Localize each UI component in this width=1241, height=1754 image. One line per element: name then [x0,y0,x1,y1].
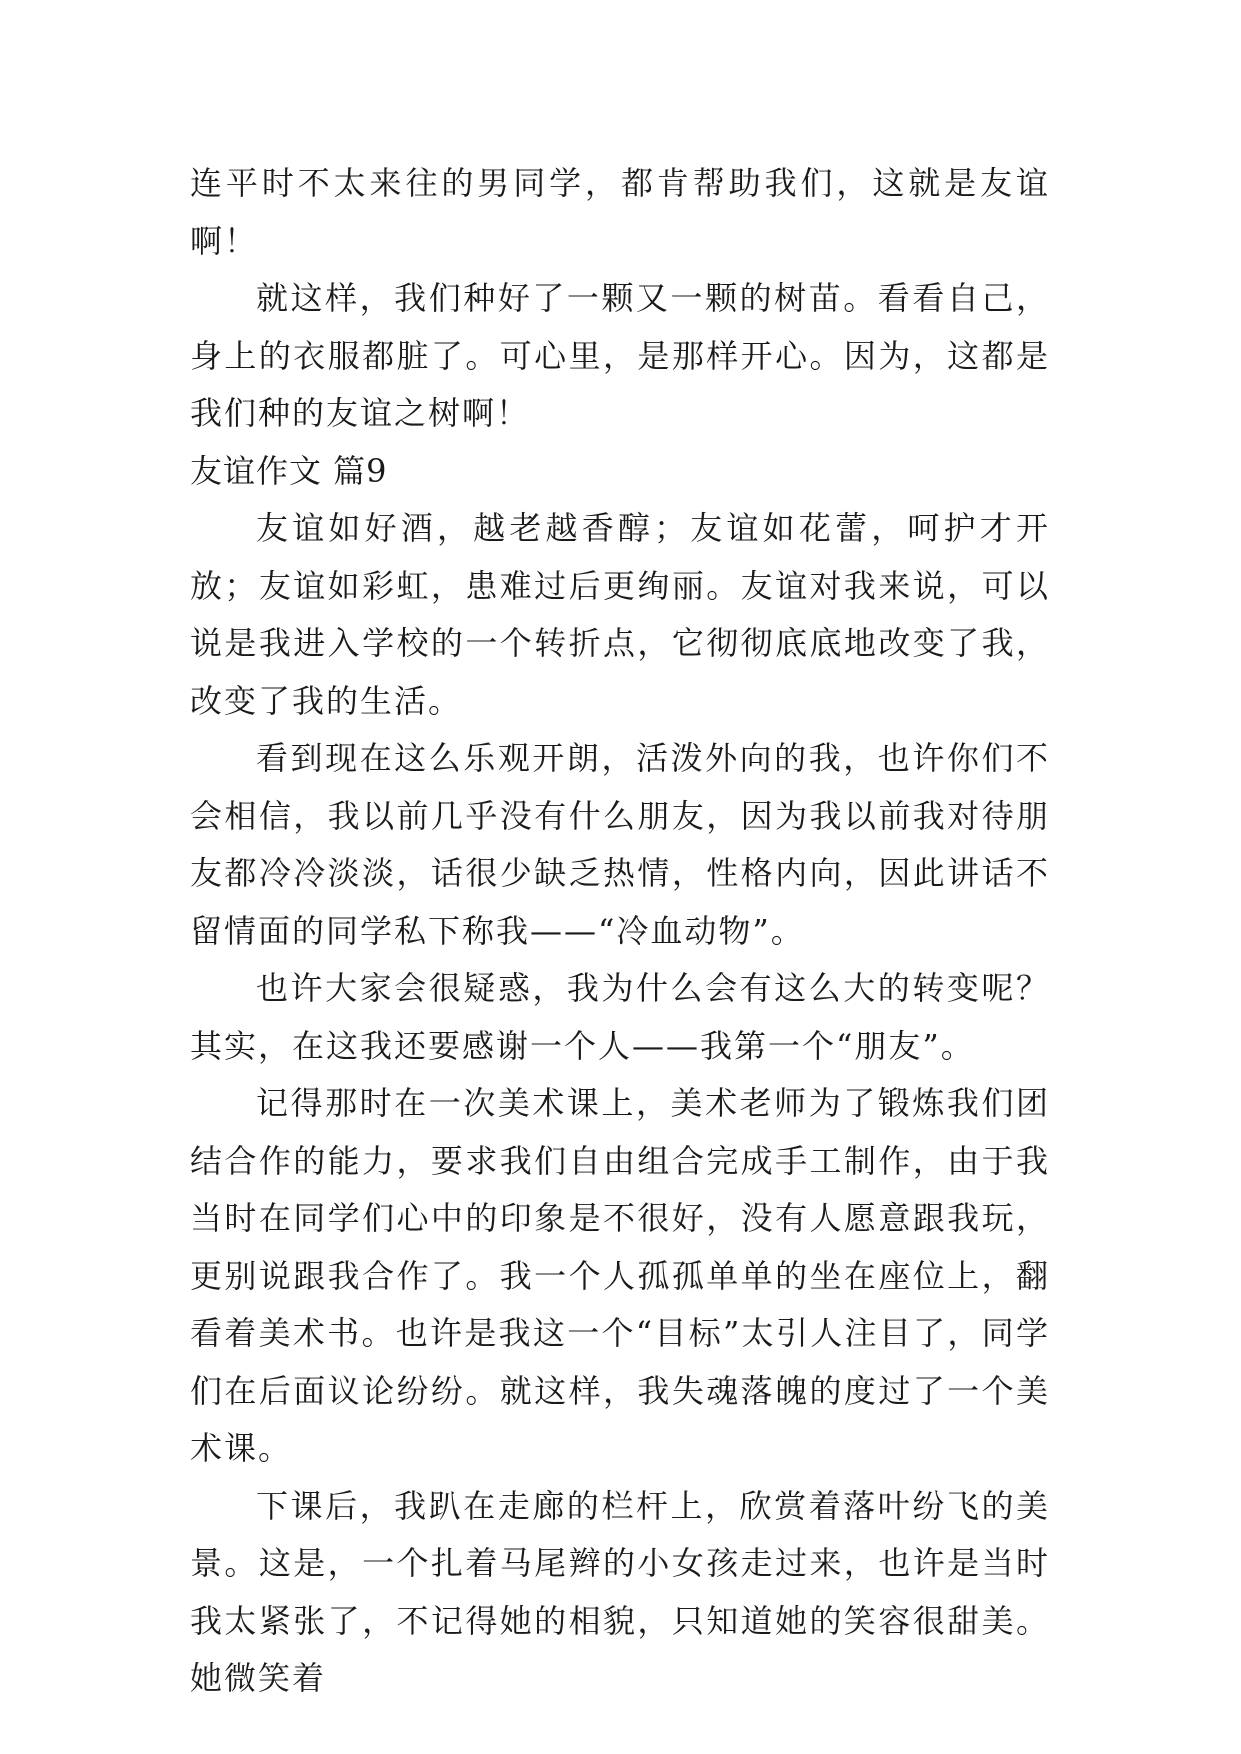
section-heading: 友谊作文 篇9 [190,451,388,490]
paragraph: 看到现在这么乐观开朗，活泼外向的我，也许你们不会相信，我以前几乎没有什么朋友，因为我以前我对待朋友都冷冷淡淡，话很少缺乏热情，性格内向，因此讲话不留情面的同学私下称我——“冷血动物”。 [190,739,1050,950]
paragraph: 下课后，我趴在走廊的栏杆上，欣赏着落叶纷飞的美景。这是，一个扎着马尾辫的小女孩走过来，也许是当时我太紧张了，不记得她的相貌，只知道她的笑容很甜美。她微笑着 [190,1486,1050,1697]
paragraph: 友谊如好酒，越老越香醇；友谊如花蕾，呵护才开放；友谊如彩虹，患难过后更绚丽。友谊对我来说，可以说是我进入学校的一个转折点，它彻彻底底地改变了我，改变了我的生活。 [190,509,1050,720]
paragraph: 记得那时在一次美术课上，美术老师为了锻炼我们团结合作的能力，要求我们自由组合完成手工制作，由于我当时在同学们心中的印象是不很好，没有人愿意跟我玩，更别说跟我合作了。我一个人孤孤单单的坐在座位上，翻看着美术书。也许是我这一个“目标”太引人注目了，同学们在后面议论纷纷。就这样，我失魂落魄的度过了一个美术课。 [190,1084,1050,1467]
paragraph-continuation: 连平时不太来往的男同学，都肯帮助我们，这就是友谊啊！ [190,164,1050,260]
paragraph: 就这样，我们种好了一颗又一颗的树苗。看看自己，身上的衣服都脏了。可心里，是那样开心。因为，这都是我们种的友谊之树啊！ [190,279,1050,432]
document-body [190,155,1050,1708]
paragraph: 也许大家会很疑惑，我为什么会有这么大的转变呢？其实，在这我还要感谢一个人——我第一个“朋友”。 [190,969,1050,1065]
